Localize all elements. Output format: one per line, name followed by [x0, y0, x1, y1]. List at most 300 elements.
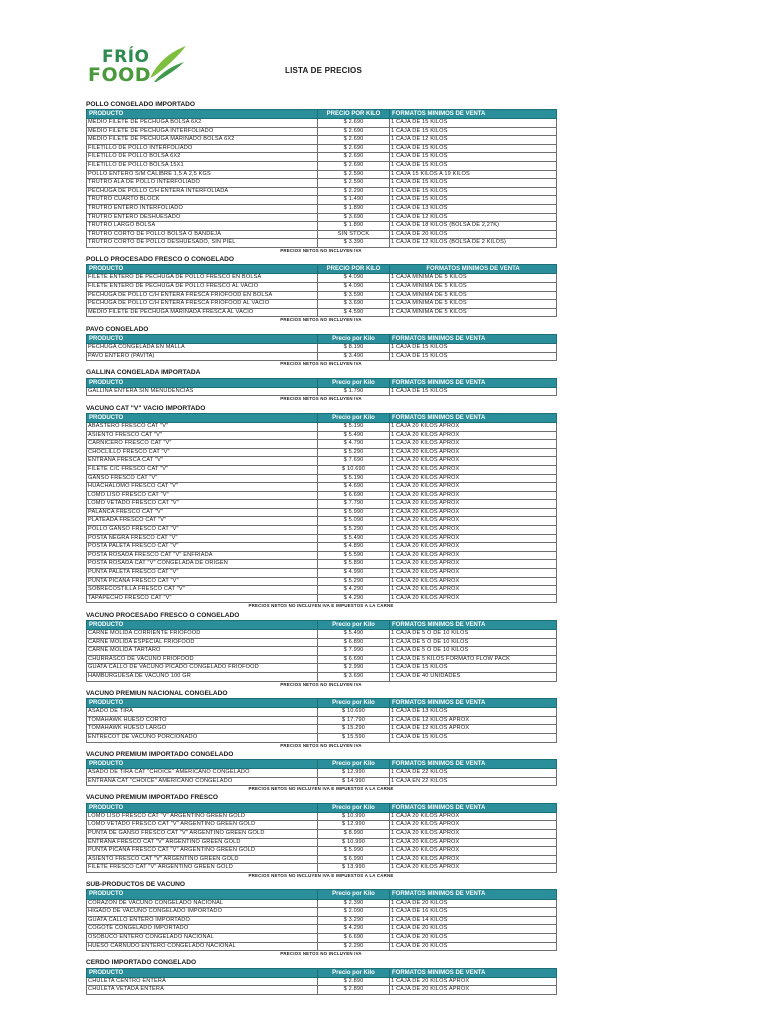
price-section [86, 405, 556, 610]
column-header-formatos: FORMATOS MINIMOS DE VENTA [390, 803, 557, 812]
product-price: $ 3.690 [318, 672, 390, 681]
price-section [86, 794, 556, 879]
price-table [86, 264, 557, 317]
product-name: GANSO FRESCO CAT "V" [87, 474, 318, 483]
product-format: 1 CAJA 20 KILOS APROX [390, 483, 557, 492]
product-name: TRUTRO ALA DE POLLO INTERFOLIADO [87, 179, 318, 188]
section-title: VACUNO PREMIUM IMPORTADO FRESCO [86, 794, 218, 802]
table-row [87, 942, 557, 951]
product-price: $ 1.790 [318, 387, 390, 396]
product-format: 1 CAJA DE 15 KILOS [390, 153, 557, 162]
table-header-row [87, 620, 557, 629]
price-note: PRECIOS NETOS NO INCLUYEN IVA E IMPUESTOS A LA CARNE [248, 873, 394, 879]
table-row [87, 543, 557, 552]
product-price: $ 4.690 [318, 483, 390, 492]
column-header-precio: PRECIO POR KILO [318, 109, 390, 118]
product-name: POSTA ROSADA FRESCO CAT "V" ENFRIADA [87, 551, 318, 560]
product-price: $ 15.290 [318, 725, 390, 734]
product-format: 1 CAJA DE 20 KILOS [390, 899, 557, 908]
product-format: 1 CAJA 20 KILOS APROX [390, 560, 557, 569]
product-format: 1 CAJA 20 KILOS APROX [390, 500, 557, 509]
product-name: ASADO DE TIRA CAT "CHOICE" AMERICANO CONGELADO [87, 769, 318, 778]
price-note: PRECIOS NETOS NO INCLUYEN IVA [280, 396, 362, 402]
price-table [86, 413, 557, 604]
price-table [86, 803, 557, 873]
product-name: CARNE MOLIDA ESPECIAL FRIOFOOD [87, 638, 318, 647]
column-header-formatos: FORMATOS MINIMOS DE VENTA [390, 759, 557, 768]
table-row [87, 222, 557, 231]
product-format: 1 CAJA 20 KILOS APROX [390, 830, 557, 839]
product-price: $ 4.290 [318, 925, 390, 934]
product-name: MEDIO FILETE DE PECHUGA MARINADO BOLSA 6X2 [87, 136, 318, 145]
table-header-row [87, 968, 557, 977]
product-format: 1 CAJA DE 15 KILOS [390, 161, 557, 170]
table-row [87, 847, 557, 856]
price-section [86, 101, 556, 255]
table-row [87, 136, 557, 145]
column-header-precio: Precio por Kilo [318, 759, 390, 768]
product-price: $ 2.690 [318, 136, 390, 145]
price-section [86, 369, 556, 403]
product-name: CHULETA CENTRO ENTERA [87, 977, 318, 986]
product-price: $ 4.890 [318, 543, 390, 552]
product-format: 1 CAJA 20 KILOS APROX [390, 474, 557, 483]
product-name: ASADO DE TIRA [87, 708, 318, 717]
product-format: 1 CAJA 20 KILOS APROX [390, 508, 557, 517]
column-header-precio: Precio por Kilo [318, 803, 390, 812]
section-title: VACUNO PROCESADO FRESCO O CONGELADO [86, 611, 240, 619]
product-name: FILETE FRESCO CAT "V" ARGENTINO GREEN GOLD [87, 864, 318, 873]
section-title: GALLINA CONGELADA IMPORTADA [86, 369, 201, 377]
product-name: GUATA CALLO ENTERO IMPORTADO [87, 916, 318, 925]
product-format: 1 CAJA DE 15 KILOS [390, 187, 557, 196]
product-price: SIN STOCK [318, 230, 390, 239]
column-header-precio: Precio por Kilo [318, 968, 390, 977]
price-note: PRECIOS NETOS NO INCLUYEN IVA [280, 951, 362, 957]
logo-line-2: FOOD [88, 64, 152, 86]
product-format: 1 CAJA DE 15 KILOS [390, 118, 557, 127]
product-price: $ 4.990 [318, 569, 390, 578]
product-price: $ 17.790 [318, 716, 390, 725]
table-header-row [87, 334, 557, 343]
table-header-row [87, 413, 557, 422]
table-header-row [87, 378, 557, 387]
product-price: $ 5.290 [318, 448, 390, 457]
product-format: 1 CAJA EN 22 KILOS [390, 777, 557, 786]
table-header-row [87, 759, 557, 768]
table-row [87, 517, 557, 526]
table-row [87, 855, 557, 864]
table-row [87, 187, 557, 196]
product-format: 1 CAJA DE 5 O DE 10 KILOS [390, 638, 557, 647]
product-name: FILETE ENTERO DE PECHUGA DE POLLO FRESCO EN BOLSA [87, 274, 318, 283]
table-row [87, 560, 557, 569]
table-row [87, 118, 557, 127]
product-name: HAMBURGUESA DE VACUNO 100 GR [87, 672, 318, 681]
product-price: $ 5.590 [318, 551, 390, 560]
product-name: TRUTRO ENTERO INTERFOLIADO [87, 204, 318, 213]
product-format: 1 CAJA 20 KILOS APROX [390, 491, 557, 500]
product-price: $ 2.690 [318, 153, 390, 162]
product-price: $ 8.990 [318, 830, 390, 839]
column-header-producto: PRODUCTO [87, 334, 318, 343]
price-note: PRECIOS NETOS NO INCLUYEN IVA [280, 681, 362, 687]
product-format: 1 CAJA DE 15 KILOS [390, 127, 557, 136]
product-format: 1 CAJA DE 12 KILOS [390, 136, 557, 145]
table-row [87, 777, 557, 786]
price-section [86, 612, 556, 689]
product-price: $ 12.990 [318, 769, 390, 778]
product-name: PECHUGA CONGELADA EN MALLA [87, 344, 318, 353]
column-header-producto: PRODUCTO [87, 698, 318, 707]
product-format: 1 CAJA DE 20 KILOS APROX [390, 986, 557, 995]
section-title: POLLO CONGELADO IMPORTADO [86, 100, 196, 108]
table-row [87, 474, 557, 483]
product-name: PECHUGA DE POLLO C/H ENTERA FRESCA FRIOFOOD AL VACIO [87, 300, 318, 309]
table-row [87, 526, 557, 535]
product-name: ABASTERO FRESCO CAT "V" [87, 422, 318, 431]
price-table [86, 968, 557, 995]
product-name: TOMAHAWK HUESO CORTO [87, 716, 318, 725]
price-table [86, 759, 557, 786]
table-row [87, 440, 557, 449]
price-table [86, 109, 557, 248]
product-name: PECHUGA DE POLLO C/H ENTERA FRESCA FRIOFOOD EN BOLSA [87, 291, 318, 300]
column-header-formatos: FORMATOS MINIMOS DE VENTA [390, 109, 557, 118]
price-section [86, 959, 556, 995]
product-format: 1 CAJA 20 KILOS APROX [390, 422, 557, 431]
product-price: $ 2.390 [318, 899, 390, 908]
table-row [87, 196, 557, 205]
column-header-formatos: FORMATOS MINIMOS DE VENTA [390, 620, 557, 629]
product-price: $ 6.690 [318, 933, 390, 942]
table-row [87, 300, 557, 309]
product-format: 1 CAJA DE 15 KILOS [390, 352, 557, 361]
document-title: LISTA DE PRECIOS [285, 66, 362, 75]
product-price: $ 2.690 [318, 118, 390, 127]
product-price: $ 6.690 [318, 491, 390, 500]
column-header-producto: PRODUCTO [87, 109, 318, 118]
product-name: CARNE MOLIDA TARTARO [87, 647, 318, 656]
price-section [86, 256, 556, 324]
product-format: 1 CAJA DE 16 KILOS [390, 908, 557, 917]
product-name: POSTA ROSADA CAT "V" CONGELADA DE ORIGEN [87, 560, 318, 569]
table-header-row [87, 265, 557, 274]
column-header-formatos: FORMATOS MINIMOS DE VENTA [390, 890, 557, 899]
product-price: $ 4.090 [318, 283, 390, 292]
product-format: 1 CAJA DE 15 KILOS [390, 387, 557, 396]
table-header-row [87, 890, 557, 899]
product-price: $ 2.890 [318, 977, 390, 986]
product-format: 1 CAJA DE 20 KILOS [390, 933, 557, 942]
table-row [87, 352, 557, 361]
product-name: PLATEADA FRESCO CAT "V" [87, 517, 318, 526]
product-format: 1 CAJA 20 KILOS APROX [390, 586, 557, 595]
product-price: $ 1.490 [318, 196, 390, 205]
product-format: 1 CAJA DE 15 KILOS [390, 144, 557, 153]
product-price: $ 4.290 [318, 586, 390, 595]
table-row [87, 239, 557, 248]
table-row [87, 283, 557, 292]
product-name: PECHUGA DE POLLO C/H ENTERA INTERFOLIADA [87, 187, 318, 196]
product-name: TRUTRO CORTO DE POLLO BOLSA O BANDEJA [87, 230, 318, 239]
table-row [87, 630, 557, 639]
column-header-producto: PRODUCTO [87, 620, 318, 629]
product-format: 1 CAJA DE 12 KILOS APROX [390, 725, 557, 734]
column-header-formatos: FORMATOS MINIMOS DE VENTA [390, 413, 557, 422]
product-name: HUESO CARNUDO ENTERO CONGELADO NACIONAL [87, 942, 318, 951]
product-name: PAVO ENTERO (PAVITA) [87, 352, 318, 361]
table-row [87, 986, 557, 995]
product-price: $ 15.590 [318, 733, 390, 742]
product-name: FILETILLO DE POLLO BOLSA 6X2 [87, 153, 318, 162]
table-row [87, 594, 557, 603]
price-table [86, 620, 557, 682]
product-format: 1 CAJA DE 20 KILOS [390, 942, 557, 951]
price-note: PRECIOS NETOS NO INCLUYEN IVA [280, 361, 362, 367]
product-name: POLLO GANSO FRESCO CAT "V" [87, 526, 318, 535]
product-format: 1 CAJA DE 20 KILOS [390, 925, 557, 934]
product-name: GUATA CALLO DE VACUNO PICADO CONGELADO FRIOFOOD [87, 664, 318, 673]
product-price: $ 5.490 [318, 431, 390, 440]
table-row [87, 916, 557, 925]
product-format: 1 CAJA MINIMA DE 5 KILOS [390, 283, 557, 292]
product-price: $ 10.690 [318, 465, 390, 474]
product-price: $ 2.290 [318, 187, 390, 196]
table-row [87, 838, 557, 847]
table-row [87, 769, 557, 778]
product-price: $ 3.690 [318, 300, 390, 309]
table-row [87, 908, 557, 917]
column-header-formatos: FORMATOS MINIMOS DE VENTA [390, 698, 557, 707]
product-name: FILETILLO DE POLLO BOLSA 15X1 [87, 161, 318, 170]
product-name: TOMAHAWK HUESO LARGO [87, 725, 318, 734]
table-row [87, 508, 557, 517]
product-format: 1 CAJA DE 13 KILOS [390, 708, 557, 717]
table-row [87, 899, 557, 908]
product-price: $ 4.090 [318, 274, 390, 283]
price-table [86, 334, 557, 361]
product-format: 1 CAJA 20 KILOS APROX [390, 543, 557, 552]
table-row [87, 933, 557, 942]
product-format: 1 CAJA DE 18 KILOS (BOLSA DE 2,27K) [390, 222, 557, 231]
column-header-formatos: FORMATOS MINIMOS DE VENTA [390, 968, 557, 977]
column-header-producto: PRODUCTO [87, 890, 318, 899]
table-header-row [87, 698, 557, 707]
column-header-precio: Precio por Kilo [318, 378, 390, 387]
product-name: PUNTA PALETA FRESCO CAT "V" [87, 569, 318, 578]
column-header-producto: PRODUCTO [87, 759, 318, 768]
table-row [87, 344, 557, 353]
table-row [87, 708, 557, 717]
product-name: LOMO LISO FRESCO CAT "V" ARGENTINO GREEN GOLD [87, 812, 318, 821]
product-price: $ 2.290 [318, 942, 390, 951]
table-row [87, 448, 557, 457]
table-row [87, 308, 557, 317]
price-note: PRECIOS NETOS NO INCLUYEN IVA [280, 742, 362, 748]
product-price: $ 3.590 [318, 291, 390, 300]
product-price: $ 6.990 [318, 855, 390, 864]
section-title: VACUNO CAT "V" VACIO IMPORTADO [86, 404, 206, 412]
product-price: $ 10.990 [318, 812, 390, 821]
product-format: 1 CAJA DE 20 KILOS APROX [390, 977, 557, 986]
table-row [87, 821, 557, 830]
product-format: 1 CAJA DE 12 KILOS [390, 213, 557, 222]
price-note: PRECIOS NETOS NO INCLUYEN IVA [280, 247, 362, 253]
price-section [86, 326, 556, 368]
price-table [86, 698, 557, 743]
product-price: $ 4.290 [318, 594, 390, 603]
table-row [87, 127, 557, 136]
section-title: SUB-PRODUCTOS DE VACUNO [86, 881, 186, 889]
product-format: 1 CAJA 20 KILOS APROX [390, 534, 557, 543]
table-row [87, 213, 557, 222]
product-price: $ 7.690 [318, 457, 390, 466]
product-name: ENTRECOT DE VACUNO PORCIONADO [87, 733, 318, 742]
table-row [87, 733, 557, 742]
product-format: 1 CAJA 20 KILOS APROX [390, 594, 557, 603]
product-format: 1 CAJA MINIMA DE 5 KILOS [390, 274, 557, 283]
product-name: PALANCA FRESCO CAT "V" [87, 508, 318, 517]
table-row [87, 586, 557, 595]
table-row [87, 491, 557, 500]
column-header-precio: Precio por Kilo [318, 334, 390, 343]
column-header-producto: PRODUCTO [87, 378, 318, 387]
product-price: $ 1.890 [318, 222, 390, 231]
product-name: LOMO VETADO FRESCO CAT "V" [87, 500, 318, 509]
product-name: SOBRECOSTILLA FRESCO CAT "V" [87, 586, 318, 595]
product-format: 1 CAJA DE 15 KILOS [390, 179, 557, 188]
product-format: 1 CAJA 20 KILOS APROX [390, 457, 557, 466]
price-note: PRECIOS NETOS NO INCLUYEN IVA E IMPUESTOS A LA CARNE [248, 786, 394, 792]
price-list [86, 99, 556, 995]
table-row [87, 422, 557, 431]
product-name: TAPAPECHO FRESCO CAT "V" [87, 594, 318, 603]
column-header-producto: PRODUCTO [87, 413, 318, 422]
table-row [87, 830, 557, 839]
product-format: 1 CAJA DE 5 O DE 10 KILOS [390, 630, 557, 639]
product-price: $ 6.890 [318, 638, 390, 647]
product-name: MEDIO FILETE DE PECHUGA INTERFOLIADO [87, 127, 318, 136]
product-name: PUNTA PICANA FRESCO CAT "V" [87, 577, 318, 586]
logo-line-1: FRÍO [102, 47, 150, 67]
product-format: 1 CAJA DE 13 KILOS [390, 204, 557, 213]
product-format: 1 CAJA DE 14 KILOS [390, 916, 557, 925]
table-row [87, 672, 557, 681]
product-format: 1 CAJA 20 KILOS APROX [390, 838, 557, 847]
product-name: CARNE MOLIDA CORRIENTE FRIOFOOD [87, 630, 318, 639]
product-name: FILETE C/C FRESCO CAT "V" [87, 465, 318, 474]
product-format: 1 CAJA DE 12 KILOS APROX [390, 716, 557, 725]
product-price: $ 2.890 [318, 986, 390, 995]
product-name: HUACHALOMO FRESCO CAT "V" [87, 483, 318, 492]
table-row [87, 457, 557, 466]
price-section [86, 751, 556, 793]
product-format: 1 CAJA DE 40 UNIDADES [390, 672, 557, 681]
price-note: PRECIOS NETOS NO INCLUYEN IVA [280, 317, 362, 323]
leaf-icon [144, 42, 188, 86]
section-title: PAVO CONGELADO [86, 325, 149, 333]
brand-logo [88, 42, 188, 88]
product-name: POLLO ENTERO S/M CALIBRE 1,5 A 2,5 KGS [87, 170, 318, 179]
product-price: $ 5.990 [318, 508, 390, 517]
product-price: $ 12.990 [318, 821, 390, 830]
product-format: 1 CAJA MINIMA DE 5 KILOS [390, 308, 557, 317]
product-name: LOMO VETADO FRESCO CAT "V" ARGENTINO GREEN GOLD [87, 821, 318, 830]
table-row [87, 812, 557, 821]
product-format: 1 CAJA DE 15 KILOS [390, 733, 557, 742]
product-name: TRUTRO ENTERO DESHUESADO [87, 213, 318, 222]
table-row [87, 716, 557, 725]
product-format: 1 CAJA MINIMA DE 5 KILOS [390, 291, 557, 300]
product-name: OSOBUCO ENTERO CONGELADO NACIONAL [87, 933, 318, 942]
product-name: CORAZON DE VACUNO CONGELADO NACIONAL [87, 899, 318, 908]
product-price: $ 2.690 [318, 144, 390, 153]
table-row [87, 153, 557, 162]
table-header-row [87, 803, 557, 812]
product-name: PUNTA DE GANSO FRESCO CAT "V" ARGENTINO GREEN GOLD [87, 830, 318, 839]
product-price: $ 2.690 [318, 161, 390, 170]
product-price: $ 2.990 [318, 664, 390, 673]
column-header-precio: PRECIO POR KILO [318, 265, 390, 274]
table-row [87, 977, 557, 986]
table-row [87, 638, 557, 647]
product-name: COGOTE CONGELADO IMPORTADO [87, 925, 318, 934]
table-row [87, 647, 557, 656]
product-name: TRUTRO CORTO DE POLLO DESHUESADO, SIN PIEL [87, 239, 318, 248]
product-price: $ 5.190 [318, 422, 390, 431]
table-row [87, 204, 557, 213]
product-name: ENTRAÑA FRESCA CAT "V" [87, 457, 318, 466]
product-name: HIGADO DE VACUNO CONGELADO IMPORTADO [87, 908, 318, 917]
product-name: FILETE ENTERO DE PECHUGA DE POLLO FRESCO AL VACIO [87, 283, 318, 292]
table-row [87, 725, 557, 734]
table-row [87, 387, 557, 396]
product-name: CARNICERO FRESCO CAT "V" [87, 440, 318, 449]
column-header-producto: PRODUCTO [87, 265, 318, 274]
table-row [87, 161, 557, 170]
product-price: $ 2.090 [318, 908, 390, 917]
table-row [87, 500, 557, 509]
product-price: $ 5.190 [318, 474, 390, 483]
column-header-formatos: FORMATOS MINIMOS DE VENTA [390, 378, 557, 387]
table-row [87, 577, 557, 586]
product-name: FILETILLO DE POLLO INTERFOLIADO [87, 144, 318, 153]
price-section [86, 881, 556, 958]
product-price: $ 3.690 [318, 213, 390, 222]
table-row [87, 925, 557, 934]
table-row [87, 569, 557, 578]
product-format: 1 CAJA MINIMA DE 5 KILOS [390, 300, 557, 309]
price-section [86, 690, 556, 749]
product-format: 1 CAJA 20 KILOS APROX [390, 526, 557, 535]
product-format: 1 CAJA 15 KILOS A 19 KILOS [390, 170, 557, 179]
product-price: $ 6.690 [318, 655, 390, 664]
product-format: 1 CAJA 20 KILOS APROX [390, 569, 557, 578]
product-format: 1 CAJA DE 22 KILOS [390, 769, 557, 778]
product-price: $ 4.790 [318, 440, 390, 449]
product-price: $ 7.790 [318, 500, 390, 509]
product-format: 1 CAJA 20 KILOS APROX [390, 431, 557, 440]
table-row [87, 291, 557, 300]
column-header-formatos: FORMATOS MINIMOS DE VENTA [390, 334, 557, 343]
product-name: TRUTRO LARGO BOLSA [87, 222, 318, 231]
table-row [87, 655, 557, 664]
product-name: PUNTA PICANA FRESCO CAT "V" ARGENTINO GREEN GOLD [87, 847, 318, 856]
product-price: $ 5.290 [318, 577, 390, 586]
table-row [87, 274, 557, 283]
product-format: 1 CAJA 20 KILOS APROX [390, 577, 557, 586]
